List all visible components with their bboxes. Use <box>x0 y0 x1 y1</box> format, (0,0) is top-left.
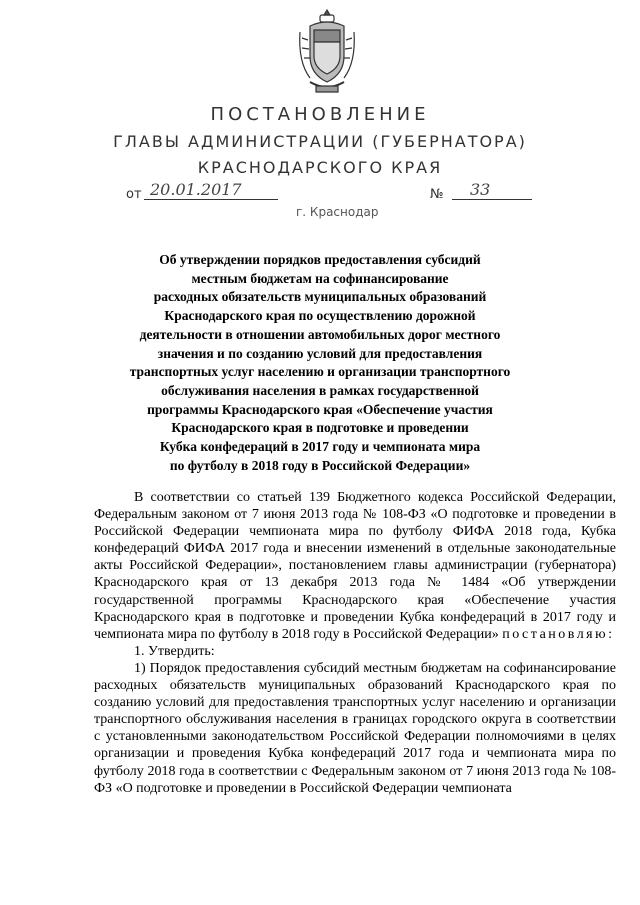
title-line: Краснодарского края в подготовке и проведении <box>171 420 469 436</box>
title-line: расходных обязательств муниципальных образований <box>153 289 487 305</box>
document-title <box>120 251 520 475</box>
number-field: 33 <box>452 180 532 200</box>
title-line: обслуживания населения в рамках государственной <box>161 382 479 398</box>
title-line: программы Краснодарского края «Обеспечение участия <box>147 401 493 417</box>
title-line: местным бюджетам на софинансирование <box>191 270 449 286</box>
region-heading: КРАСНОДАРСКОГО КРАЯ <box>197 158 443 177</box>
number-label: № <box>430 187 444 202</box>
coat-of-arms-emblem <box>296 8 358 96</box>
title-line: деятельности в отношении автомобильных дорог местного <box>139 326 501 342</box>
title-line: транспортных услуг населению и организации транспортного <box>129 364 511 380</box>
title-line: Краснодарского края по осуществлению дорожной <box>164 308 476 324</box>
authority-heading: ГЛАВЫ АДМИНИСТРАЦИИ (ГУБЕРНАТОРА) <box>113 132 527 151</box>
title-line: значения и по созданию условий для предоставления <box>157 345 483 361</box>
preamble-paragraph <box>94 489 616 643</box>
title-line: Кубка конфедераций в 2017 году и чемпионата мира <box>159 439 481 455</box>
preamble-text: В соответствии со статьей 139 Бюджетного кодекса Российской Федерации, Федеральным законом от 7 июня 2013 года № 108-ФЗ «О подготовке и проведении в Российской Федерации чемпионата мира по футболу ФИФА 2018 года, Кубка конфедераций ФИФА 2017 года и внесении изменений в отдельные законодательные акты Российской Федерации», постановлением главы администрации (губернатора) Краснодарского края от 13 декабря 2013 года № 1484 «Об утверждении государственной программы Краснодарского края «Обеспечение участия Краснодарского края в подготовке и проведении Кубка конфедераций в 2017 году и чемпионата мира по футболу в 2018 году в Российской Федерации» <box>94 490 616 642</box>
clause-paragraph: 1. Утвердить: <box>134 643 215 659</box>
resolve-word: постановляю: <box>502 626 615 642</box>
date-field: 20.01.2017 <box>144 180 278 200</box>
subclause-paragraph: 1) Порядок предоставления субсидий местным бюджетам на софинансирование расходных обязательств муниципальных образований Краснодарского края по созданию условий для предоставления транспортных услуг населению и организации транспортного обслуживания населения в границах городского округа в соответствии с установленными законодательством Российской Федерации полномочиями в целях организации и проведения Кубка конфедераций 2017 года и чемпионата мира по футболу 2018 года в соответствии с Федеральным законом от 7 июня 2013 года № 108-ФЗ «О подготовке и проведении в Российской Федерации чемпионата <box>94 660 616 796</box>
document-type-heading: ПОСТАНОВЛЕНИЕ <box>210 104 430 125</box>
document-body <box>94 489 616 797</box>
title-line: по футболу в 2018 году в Российской Федерации» <box>169 457 471 473</box>
date-label: от <box>126 187 142 202</box>
title-line: Об утверждении порядков предоставления субсидий <box>159 252 481 267</box>
city-label: г. Краснодар <box>296 205 379 219</box>
